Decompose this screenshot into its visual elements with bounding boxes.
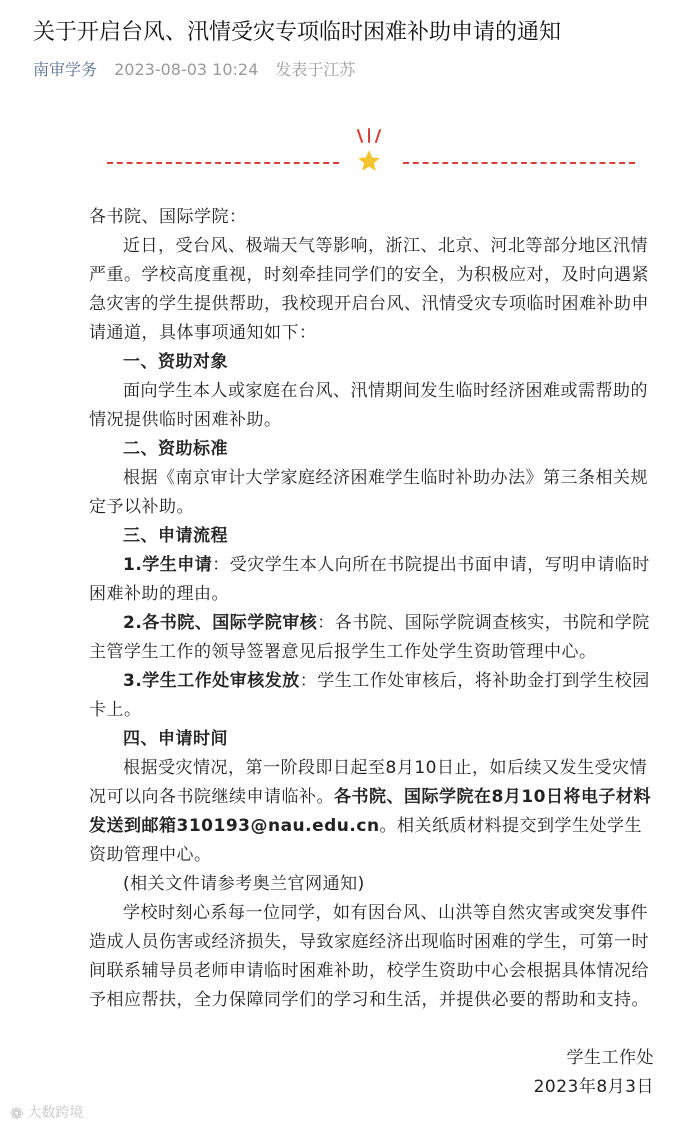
step1-paragraph [89,551,654,609]
divider-dash-right [403,162,635,164]
article-title: 关于开启台风、汛情受灾专项临时困难补助申请的通知 [33,20,562,45]
intro-paragraph: 近日，受台风、极端天气等影响，浙江、北京、河北等部分地区汛情严重。学校高度重视，时刻牵挂同学们的安全，为积极应对，及时向遇紧急灾害的学生提供帮助，我校现开启台风、汛情受灾专项临时困难补助申请通道，具体事项通知如下： [89,236,649,343]
section1-paragraph: 面向学生本人或家庭在台风、汛情期间发生临时经济困难或需帮助的情况提供临时困难补助。 [89,381,648,430]
step3-text: ：学生工作处审核后，将补助金打到学生校园卡上。 [89,671,650,720]
star-icon [356,148,382,174]
step2-paragraph [89,609,654,667]
closing-paragraph: 学校时刻心系每一位同学，如有因台风、山洪等自然灾害或突发事件造成人员伤害或经济损失，导致家庭经济出现临时困难的学生，可第一时间联系辅导员老师申请临时困难补助，校学生资助中心会根据具体情况给予相应帮扶，全力保障同学们的学习和生活，并提供必要的帮助和支持。 [89,903,649,1010]
watermark-logo-icon: ❁ [10,1103,24,1123]
section3-heading: 三、申请流程 [123,526,228,546]
section1-heading: 一、资助对象 [123,352,228,372]
step1-text: ：受灾学生本人向所在书院提出书面申请，写明申请临时困难补助的理由。 [89,555,650,604]
section4-heading: 四、申请时间 [123,729,228,749]
section2-paragraph: 根据《南京审计大学家庭经济困难学生临时补助办法》第三条相关规定予以补助。 [89,468,648,517]
section2-heading: 二、资助标准 [123,439,228,459]
section4-text-a: 根据受灾情况，第一阶段即日起至8月10日止，如后续又发生受灾情况可以向各书院继续申请临补。 [89,758,647,807]
divider-dash-left [107,162,339,164]
publish-location: 发表于江苏 [275,60,356,79]
article-body [89,203,654,1102]
signature-org: 学生工作处 [566,1048,654,1068]
reference-note: (相关文件请参考奥兰官网通知) [123,874,365,894]
greeting: 各书院、国际学院： [89,207,247,227]
step3-label: 3.学生工作处审核发放 [123,671,300,691]
step3-paragraph [89,667,654,725]
section4-email-notice: 各书院、国际学院在8月10日将电子材料发送到邮箱310193@nau.edu.cn [89,787,651,836]
section4-paragraph [89,754,654,870]
account-name-link[interactable]: 南审学务 [33,60,98,79]
watermark [10,1102,83,1123]
watermark-text: 大数跨境 [27,1105,84,1121]
step2-text: ：各书院、国际学院调查核实，书院和学院主管学生工作的领导签署意见后报学生工作处学生资助管理中心。 [89,613,650,662]
step1-label: 1.学生申请 [123,555,213,575]
section4-text-b: 。相关纸质材料提交到学生处学生资助管理中心。 [89,816,643,865]
signature-date: 2023年8月3日 [533,1077,654,1097]
sparkle-rays-icon [353,127,385,145]
signature-spacer [89,1015,654,1044]
article-meta [33,58,355,82]
step2-label: 2.各书院、国际学院审核 [123,613,318,633]
publish-time: 2023-08-03 10:24 [114,60,259,79]
